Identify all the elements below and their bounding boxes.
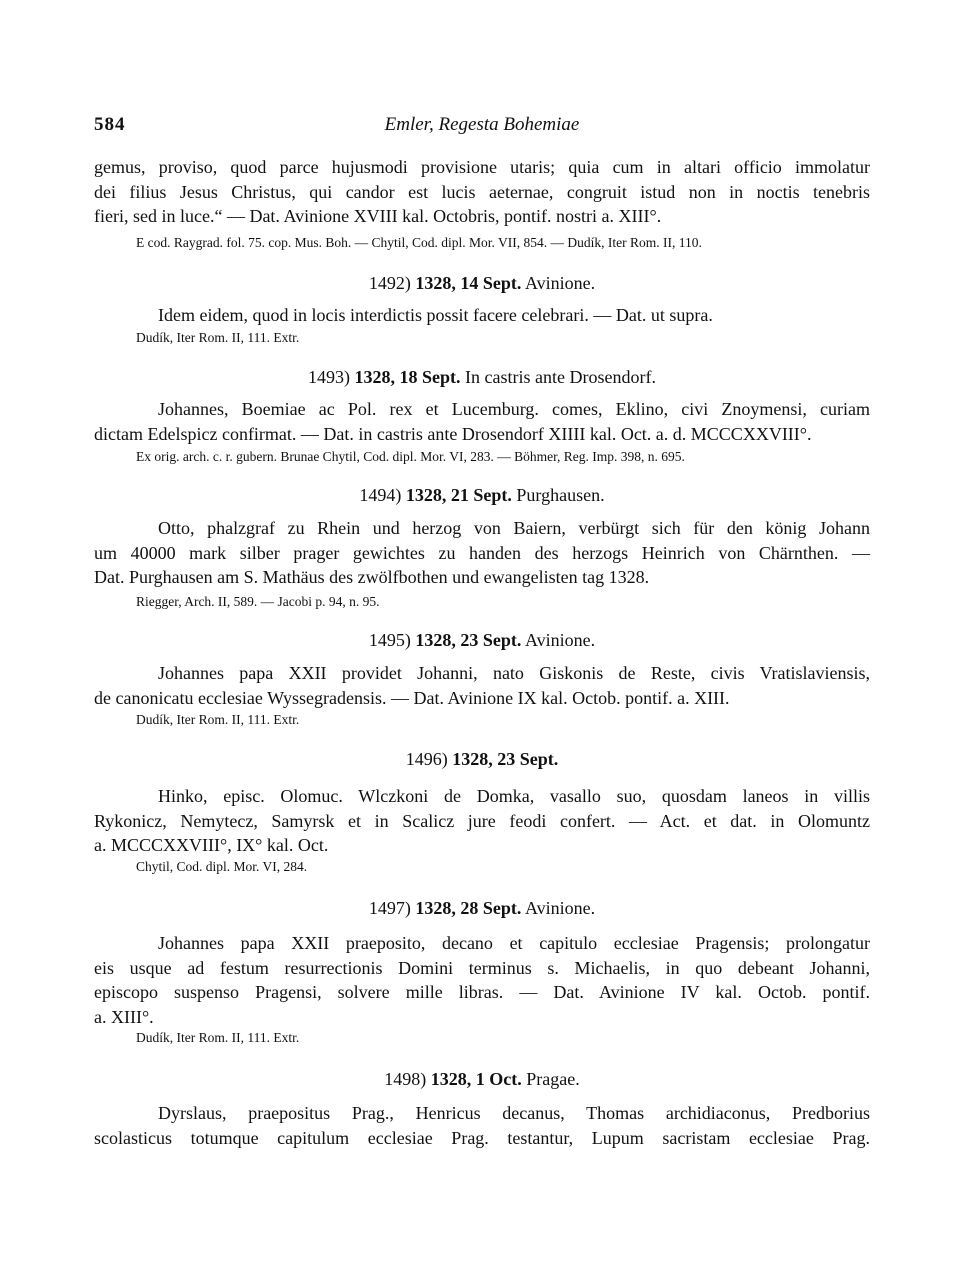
text-line: Johannes, Boemiae ac Pol. rex et Lucemburg. comes, Eklino, civi Znoymensi, curiam [158,399,870,419]
entry-heading [94,273,870,294]
text-line: a. XIII°. [94,1006,154,1027]
entry-text [94,397,870,446]
text-line: Idem eidem, quod in locis interdictis possit facere celebrari. — Dat. ut supra. [158,305,713,325]
text-line: Rykonicz, Nemytecz, Samyrsk et in Scalicz jure feodi confert. — Act. et dat. in Olomuntz [94,810,870,831]
entry-heading [94,1069,870,1090]
source-citation: E cod. Raygrad. fol. 75. cop. Mus. Boh. — Chytil, Cod. dipl. Mor. VII, 854. — Dudík, Iter Rom. II, 110. [136,235,702,250]
entry-number: 1495) [368,630,411,650]
entry-number: 1496) [405,749,448,769]
entry-heading [94,367,870,388]
entry-number: 1494) [359,485,402,505]
entry-text [94,661,870,710]
source-citation: Riegger, Arch. II, 589. — Jacobi p. 94, n. 95. [136,594,380,609]
entry-date: 1328, 23 Sept. [452,749,559,769]
text-line: Otto, phalzgraf zu Rhein und herzog von Baiern, verbürgt sich für den könig Johann [158,518,870,538]
entry-text [94,784,870,858]
text-line: Johannes papa XXII praeposito, decano et capitulo ecclesiae Pragensis; prolongatur [158,933,870,953]
source-citation: Dudík, Iter Rom. II, 111. Extr. [136,1030,300,1045]
text-line: de canonicatu ecclesiae Wyssegradensis. — Dat. Avinione IX kal. Octob. pontif. a. XIII. [94,687,730,708]
text-line: dictam Edelspicz confirmat. — Dat. in castris ante Drosendorf XIIII kal. Oct. a. d. MCCCXXVIII°. [94,423,812,444]
entry-heading [94,485,870,506]
text-line: fieri, sed in luce.“ — Dat. Avinione XVIII kal. Octobris, pontif. nostri a. XIII°. [94,206,662,226]
text-line: Johannes papa XXII providet Johanni, nato Giskonis de Reste, civis Vratislaviensis, [158,663,870,683]
entry-date: 1328, 23 Sept. [415,630,522,650]
running-title: Emler, Regesta Bohemiae [384,114,580,135]
text-line: eis usque ad festum resurrectionis Domini terminus s. Michaelis, in quo debeant Johanni, [94,957,870,978]
entry-text [94,516,870,590]
entry-text [94,303,870,328]
entry-number: 1497) [368,898,411,918]
text-line: um 40000 mark silber prager gewichtes zu handen des herzogs Heinrich von Chärnthen. — [94,542,870,563]
entry-date: 1328, 21 Sept. [405,485,512,505]
entry-heading [94,749,870,770]
entry-date: 1328, 28 Sept. [415,898,522,918]
entry-place: Avinione. [524,630,596,650]
entry-place: In castris ante Drosendorf. [465,367,656,387]
text-line: Dyrslaus, praepositus Prag., Henricus decanus, Thomas archidiaconus, Predborius [158,1103,870,1123]
entry-date: 1328, 18 Sept. [354,367,461,387]
entry-place: Avinione. [524,898,596,918]
source-citation: Ex orig. arch. c. r. gubern. Brunae Chytil, Cod. dipl. Mor. VI, 283. — Böhmer, Reg. Imp. 398, n. 695. [136,449,685,464]
entry-number: 1492) [368,273,411,293]
text-line: scolasticus totumque capitulum ecclesiae Prag. testantur, Lupum sacristam ecclesiae Prag. [94,1127,870,1148]
source-citation: Chytil, Cod. dipl. Mor. VI, 284. [136,859,308,874]
entry-place: Avinione. [524,273,596,293]
entry-heading [94,898,870,919]
entry-place: Pragae. [526,1069,580,1089]
source-citation: Dudík, Iter Rom. II, 111. Extr. [136,330,300,345]
entry-number: 1493) [308,367,351,387]
text-line: dei filius Jesus Christus, qui candor est lucis aeternae, congruit istud non in noctis tenebris [94,181,870,202]
source-citation: Dudík, Iter Rom. II, 111. Extr. [136,712,300,727]
intro-paragraph [94,155,870,229]
text-line: gemus, proviso, quod parce hujusmodi provisione utaris; quia cum in altari officio immolatur [94,157,870,177]
text-line: Hinko, episc. Olomuc. Wlczkoni de Domka, vasallo suo, quosdam laneos in villis [158,786,870,806]
entry-heading [94,630,870,651]
entry-text [94,931,870,1029]
text-line: episcopo suspenso Pragensi, solvere mille libras. — Dat. Avinione IV kal. Octob. pontif. [94,982,870,1002]
entry-place: Purghausen. [516,485,605,505]
entry-date: 1328, 14 Sept. [415,273,522,293]
entry-number: 1498) [384,1069,427,1089]
entry-text [94,1101,870,1150]
entry-date: 1328, 1 Oct. [430,1069,522,1089]
page-number: 584 [94,114,126,135]
page-header [94,114,870,138]
text-line: Dat. Purghausen am S. Mathäus des zwölfbothen und ewangelisten tag 1328. [94,567,650,587]
text-line: a. MCCCXXVIII°, IX° kal. Oct. [94,835,329,855]
